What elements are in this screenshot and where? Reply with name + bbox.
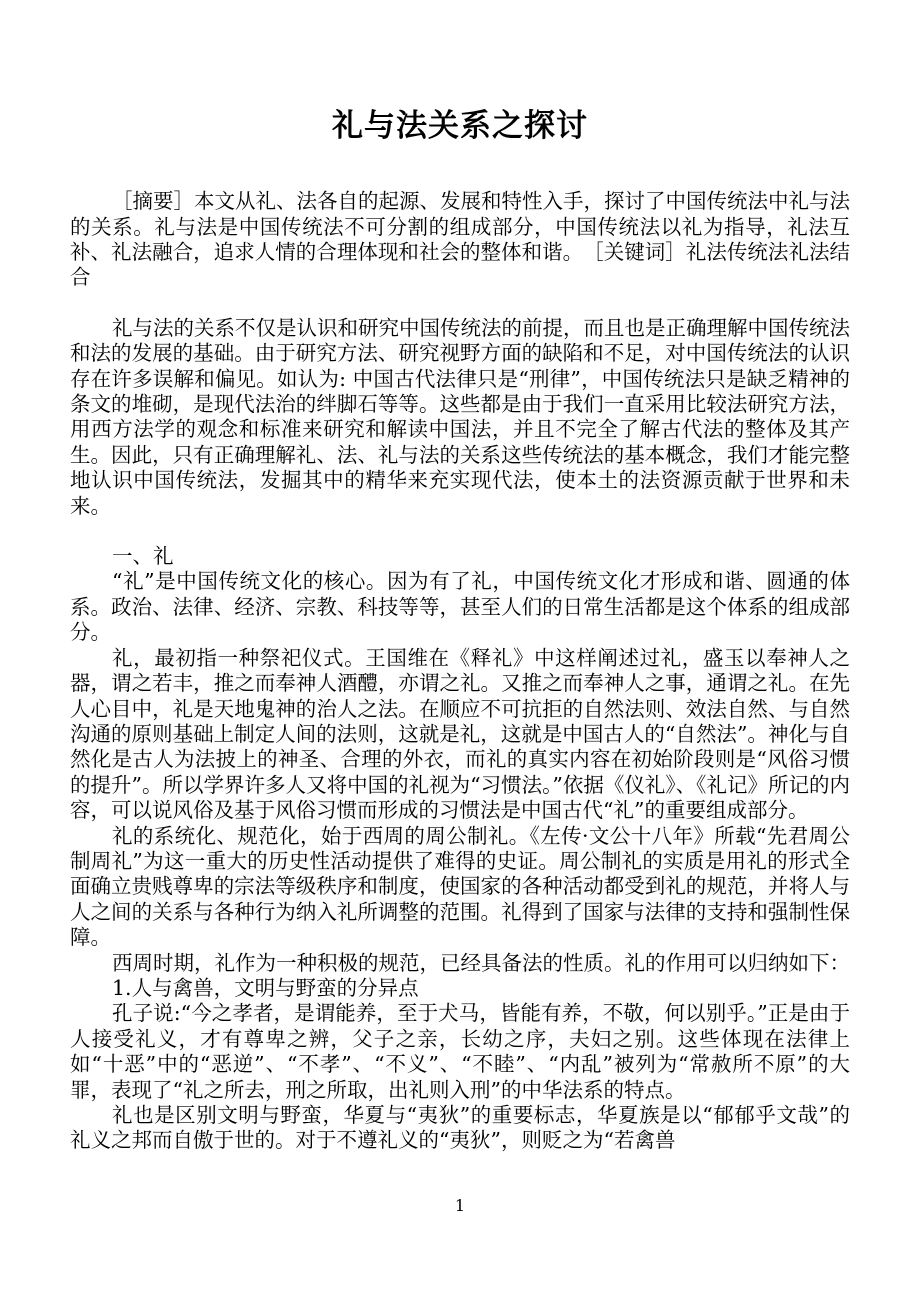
- list-item-human-beast: 1.人与禽兽，文明与野蛮的分异点: [112, 975, 419, 1000]
- paragraph-spacer-2: [70, 519, 850, 544]
- title-spacer: [70, 145, 850, 189]
- paragraph-huaxia-yidi: 礼也是区别文明与野蛮，华夏与“夷狄”的重要标志，华夏族是以“郁郁乎文哉”的礼义之邦而自傲于世的。对于不遵礼义的“夷狄”，则贬之为“若禽兽: [70, 1103, 850, 1153]
- page-number: 1: [454, 1196, 466, 1215]
- document-content: [70, 0, 850, 1154]
- page-title: 礼与法关系之探讨: [332, 108, 588, 144]
- paragraph-li-origin: 礼，最初指一种祭祀仪式。王国维在《释礼》中这样阐述过礼，盛玉以奉神人之器，谓之若丰，推之而奉神人酒醴，亦谓之礼。又推之而奉神人之事，通谓之礼。在先人心目中，礼是天地鬼神的治人之法。在顺应不可抗拒的自然法则、效法自然、与自然沟通的原则基础上制定人间的法则，这就是礼，这就是中国古人的“自然法”。神化与自然化是古人为法披上的神圣、合理的外衣，而礼的真实内容在初始阶段则是“风俗习惯的提升”。所以学界许多人又将中国的礼视为“习惯法。”依据《仪礼》、《礼记》所记的内容，可以说风俗及基于风俗习惯而形成的习惯法是中国古代“礼”的重要组成部分。: [70, 645, 850, 823]
- paragraph-li-core: “礼”是中国传统文化的核心。因为有了礼，中国传统文化才形成和谐、圆通的体系。政治、法律、经济、宗教、科技等等，甚至人们的日常生活都是这个体系的组成部分。: [70, 569, 850, 645]
- paragraph-spacer-1: [70, 291, 850, 316]
- paragraph-introduction: 礼与法的关系不仅是认识和研究中国传统法的前提，而且也是正确理解中国传统法和法的发展的基础。由于研究方法、研究视野方面的缺陷和不足，对中国传统法的认识存在许多误解和偏见。如认为: 中国古代法律只是“刑律”，中国传统法只是缺乏精神的条文的堆砌，是现代法治的绊脚石等等。这些都是由于我们一直采用比较法研究方法，用西方法学的观念和标准来研究和解读中国法，并且不完全了解古代法的整体及其产生。因此，只有正确理解礼、法、礼与法的关系这些传统法的基本概念，我们才能完整地认识中国传统法，发掘其中的精华来充实现代法，使本土的法资源贡献于世界和未来。: [70, 315, 851, 518]
- paragraph-confucius-quote: 孔子说:“今之孝者，是谓能养，至于犬马，皆能有养，不敬，何以别乎。”正是由于人接受礼义，才有尊卑之辨，父子之亲，长幼之序，夫妇之别。这些体现在法律上如“十恶”中的“恶逆”、“不孝”、“不义”、“不睦”、“内乱”被列为“常赦所不原”的大罪，表现了“礼之所去，刑之所取，出礼则入刑”的中华法系的特点。: [70, 1001, 850, 1102]
- section-heading-li: 一、礼: [112, 544, 174, 569]
- paragraph-li-systematization: 礼的系统化、规范化，始于西周的周公制礼。《左传·文公十八年》所载“先君周公制周礼”为这一重大的历史性活动提供了难得的史证。周公制礼的实质是用礼的形式全面确立贵贱尊卑的宗法等级秩序和制度，使国家的各种活动都受到礼的规范，并将人与人之间的关系与各种行为纳入礼所调整的范围。礼得到了国家与法律的支持和强制性保障。: [70, 823, 850, 950]
- paragraph-western-zhou: 西周时期，礼作为一种积极的规范，已经具备法的性质。礼的作用可以归纳如下：: [112, 950, 851, 975]
- abstract-paragraph: ［摘要］本文从礼、法各自的起源、发展和特性入手，探讨了中国传统法中礼与法的关系。礼与法是中国传统法不可分割的组成部分，中国传统法以礼为指导，礼法互补、礼法融合，追求人情的合理体现和社会的整体和谐。 ［关键词］礼法传统法礼法结合: [70, 189, 851, 290]
